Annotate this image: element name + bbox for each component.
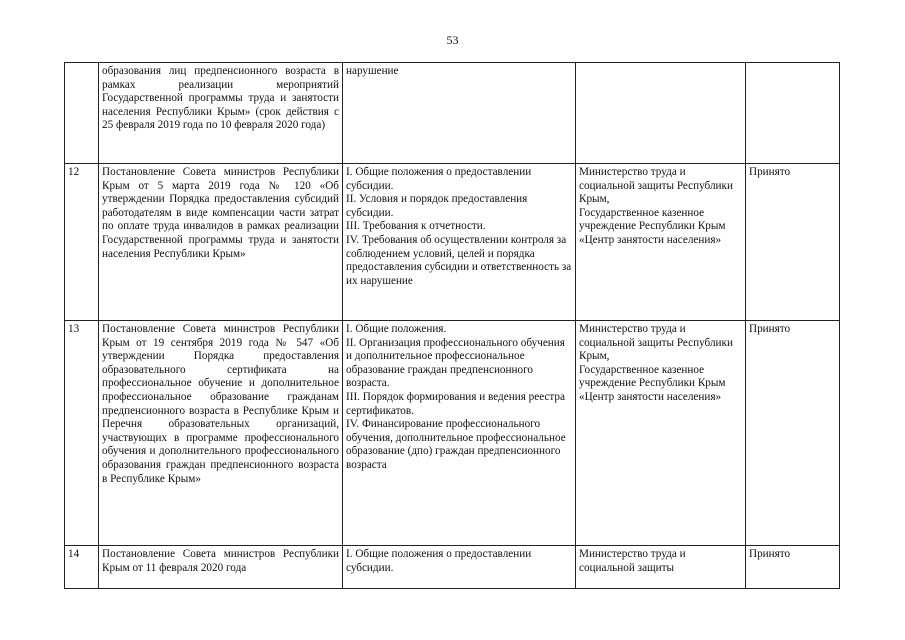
sections-cell xyxy=(343,321,576,546)
table-row xyxy=(65,321,840,546)
status-cell xyxy=(746,63,840,164)
section-item: I. Общие положения о предоставлении субсидии. xyxy=(346,548,532,574)
org-text: Министерство труда и социальной защиты Республики Крым, xyxy=(579,166,733,206)
section-item: I. Общие положения. xyxy=(346,323,447,335)
status-cell: Принято xyxy=(746,164,840,321)
org-text: Министерство труда и социальной защиты xyxy=(579,548,686,574)
row-number-cell: 14 xyxy=(65,546,99,589)
responsible-org-cell xyxy=(576,63,746,164)
sections-cell xyxy=(343,164,576,321)
table-row xyxy=(65,164,840,321)
legal-act-text: Постановление Совета министров Республики Крым от 5 марта 2019 года № 120 «Об утверждении Порядка предоставления субсидий работодателям в виде компенсации части затрат по оплате труда инвалидов в рамках реализации Государственной программы труда и занятости населения Республики Крым» xyxy=(102,166,339,260)
section-item: IV. Требования об осуществлении контроля за соблюдением условий, целей и порядка предоставления субсидии и ответственность за их нарушение xyxy=(346,233,572,287)
section-item: IV. Финансирование профессионального обучения, дополнительное профессиональное образование (дпо) граждан предпенсионного возраста xyxy=(346,418,566,471)
legal-act-cell xyxy=(99,546,343,589)
section-item: II. Условия и порядок предоставления субсидии. xyxy=(346,193,528,219)
section-item: II. Организация профессионального обучения и дополнительное профессиональное образование граждан предпенсионного возраста. xyxy=(346,336,565,390)
legal-act-text: Постановление Совета министров Республики Крым от 11 февраля 2020 года xyxy=(102,548,339,574)
status-cell: Принято xyxy=(746,546,840,589)
legal-act-cell xyxy=(99,321,343,546)
responsible-org-cell xyxy=(576,546,746,589)
org-text: Министерство труда и социальной защиты Республики Крым, xyxy=(579,323,733,363)
responsible-org-cell xyxy=(576,321,746,546)
page-number: 53 xyxy=(446,33,459,47)
table-row xyxy=(65,546,840,589)
status-cell: Принято xyxy=(746,321,840,546)
legal-act-cell xyxy=(99,164,343,321)
org-text: Государственное казенное учреждение Республики Крым «Центр занятости населения» xyxy=(579,206,726,246)
org-text: Государственное казенное учреждение Республики Крым «Центр занятости населения» xyxy=(579,363,726,403)
sections-cell xyxy=(343,546,576,589)
responsible-org-cell xyxy=(576,164,746,321)
section-item: III. Порядок формирования и ведения реестра сертификатов. xyxy=(346,390,565,417)
document-table xyxy=(64,62,840,589)
sections-cell xyxy=(343,63,576,164)
legal-act-cell xyxy=(99,63,343,164)
table-row xyxy=(65,63,840,164)
row-number-cell xyxy=(65,63,99,164)
section-item: III. Требования к отчетности. xyxy=(346,220,486,233)
legal-act-text: Постановление Совета министров Республики Крым от 19 сентября 2019 года № 547 «Об утверждении Порядка предоставления образовательного сертификата на профессиональное обучение и дополнительное профессиональное образование гражданам предпенсионного возраста в Республике Крым и Перечня образовательных организаций, участвующих в программе профессионального обучения и дополнительного профессионального образования граждан предпенсионного возраста в Республике Крым» xyxy=(102,323,339,485)
section-item: I. Общие положения о предоставлении субсидии. xyxy=(346,166,532,192)
legal-act-text: образования лиц предпенсионного возраста в рамках реализации мероприятий Государственной программы труда и занятости населения Республики Крым» (срок действия с 25 февраля 2019 года по 10 февраля 2020 года) xyxy=(102,65,339,132)
row-number-cell: 12 xyxy=(65,164,99,321)
row-number-cell: 13 xyxy=(65,321,99,546)
section-item: нарушение xyxy=(346,65,399,77)
